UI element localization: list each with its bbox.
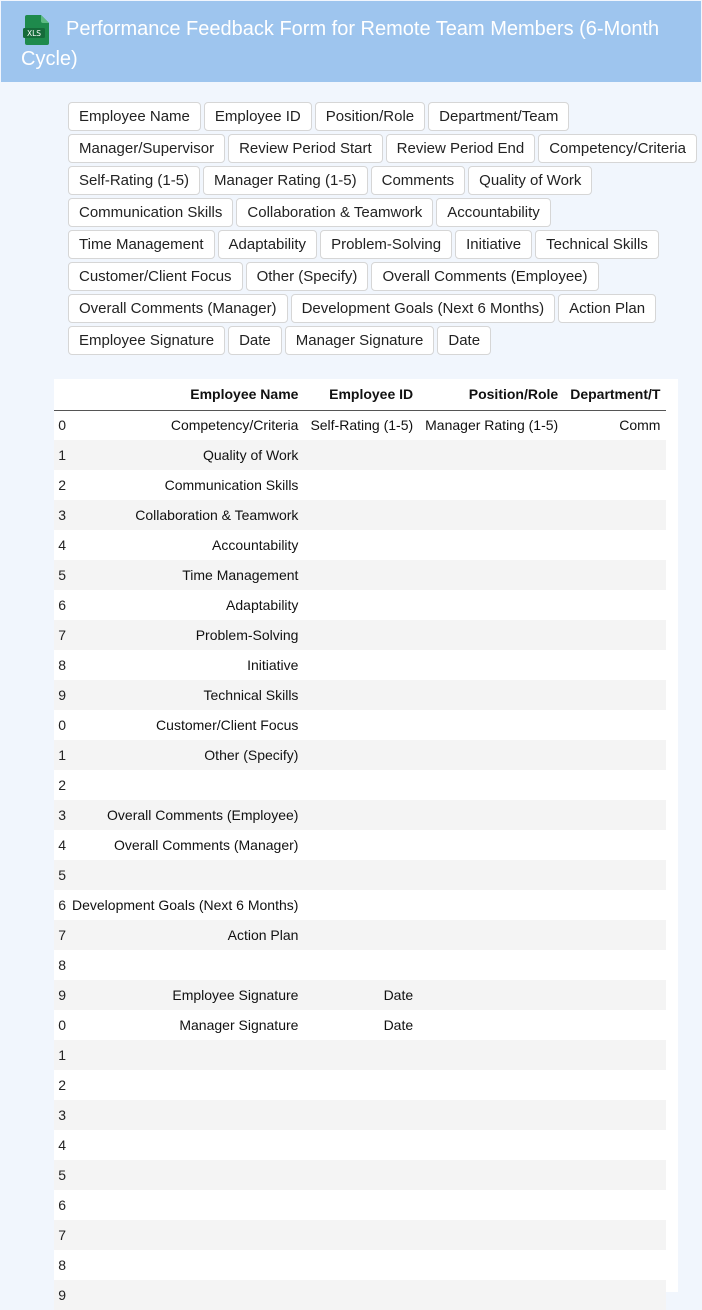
table-row — [54, 1190, 666, 1220]
row-index: 7 — [54, 620, 66, 650]
field-chip[interactable]: Manager Signature — [285, 326, 435, 355]
table-cell[interactable] — [564, 620, 666, 650]
table-cell[interactable] — [304, 440, 419, 470]
table-row — [54, 920, 666, 950]
table-cell[interactable] — [304, 890, 419, 920]
row-index: 5 — [54, 560, 66, 590]
table-cell[interactable] — [564, 1070, 666, 1100]
column-header[interactable]: Employee ID — [304, 379, 419, 410]
table-cell[interactable] — [419, 740, 564, 770]
spreadsheet-view[interactable] — [58, 379, 678, 1303]
row-index: 9 — [54, 680, 66, 710]
field-chip[interactable]: Development Goals (Next 6 Months) — [291, 294, 556, 323]
table-row — [54, 440, 666, 470]
table-cell[interactable] — [66, 1100, 304, 1130]
table-cell[interactable] — [304, 1100, 419, 1130]
table-cell[interactable] — [419, 1040, 564, 1070]
table-cell[interactable] — [419, 1160, 564, 1190]
table-cell[interactable] — [419, 1070, 564, 1100]
table-cell[interactable] — [66, 1280, 304, 1310]
table-cell[interactable] — [304, 1040, 419, 1070]
table-cell[interactable] — [304, 650, 419, 680]
row-index: 1 — [54, 1040, 66, 1070]
table-row — [54, 1250, 666, 1280]
row-index: 2 — [54, 770, 66, 800]
table-cell[interactable] — [304, 470, 419, 500]
table-cell[interactable] — [419, 530, 564, 560]
field-chip[interactable]: Customer/Client Focus — [68, 262, 243, 291]
row-index: 3 — [54, 500, 66, 530]
table-cell[interactable] — [419, 890, 564, 920]
column-header[interactable]: Employee Name — [66, 379, 304, 410]
table-cell[interactable] — [304, 950, 419, 980]
table-cell[interactable]: Customer/Client Focus — [66, 710, 304, 740]
table-row — [54, 800, 666, 830]
data-table — [54, 379, 666, 1310]
table-row — [54, 470, 666, 500]
table-cell[interactable] — [419, 980, 564, 1010]
field-chip[interactable]: Date — [228, 326, 282, 355]
field-chip[interactable]: Overall Comments (Employee) — [371, 262, 598, 291]
table-cell[interactable] — [564, 920, 666, 950]
table-cell[interactable] — [419, 680, 564, 710]
table-cell[interactable]: Development Goals (Next 6 Months) — [66, 890, 304, 920]
table-cell[interactable] — [304, 1220, 419, 1250]
table-cell[interactable]: Problem-Solving — [66, 620, 304, 650]
table-cell[interactable] — [564, 680, 666, 710]
table-row — [54, 740, 666, 770]
row-index: 3 — [54, 800, 66, 830]
table-cell[interactable] — [419, 920, 564, 950]
table-cell[interactable] — [304, 590, 419, 620]
field-chip[interactable]: Overall Comments (Manager) — [68, 294, 288, 323]
table-cell[interactable]: Overall Comments (Manager) — [66, 830, 304, 860]
field-chip[interactable]: Time Management — [68, 230, 215, 259]
row-index: 9 — [54, 1280, 66, 1310]
table-cell[interactable] — [419, 620, 564, 650]
table-cell[interactable] — [66, 860, 304, 890]
table-cell[interactable]: Overall Comments (Employee) — [66, 800, 304, 830]
table-row — [54, 530, 666, 560]
table-row — [54, 950, 666, 980]
table-cell[interactable] — [419, 1130, 564, 1160]
table-cell[interactable] — [304, 860, 419, 890]
table-cell[interactable]: Action Plan — [66, 920, 304, 950]
table-cell[interactable] — [419, 560, 564, 590]
table-cell[interactable]: Date — [304, 980, 419, 1010]
row-index: 9 — [54, 980, 66, 1010]
field-chip[interactable]: Comments — [371, 166, 466, 195]
table-cell[interactable]: Manager Rating (1-5) — [419, 410, 564, 440]
table-cell[interactable]: Adaptability — [66, 590, 304, 620]
table-cell[interactable] — [419, 1220, 564, 1250]
table-cell[interactable] — [66, 1070, 304, 1100]
row-index: 7 — [54, 1220, 66, 1250]
field-chip[interactable]: Manager/Supervisor — [68, 134, 225, 163]
column-header-index — [54, 379, 66, 410]
table-cell[interactable] — [564, 830, 666, 860]
table-cell[interactable] — [304, 500, 419, 530]
table-cell[interactable] — [564, 800, 666, 830]
field-chip[interactable]: Competency/Criteria — [538, 134, 697, 163]
table-row — [54, 1010, 666, 1040]
table-cell[interactable] — [419, 1100, 564, 1130]
field-chip[interactable]: Accountability — [436, 198, 551, 227]
table-cell[interactable] — [419, 710, 564, 740]
field-chip[interactable]: Review Period Start — [228, 134, 383, 163]
table-cell[interactable]: Other (Specify) — [66, 740, 304, 770]
row-index: 5 — [54, 1160, 66, 1190]
table-cell[interactable]: Communication Skills — [66, 470, 304, 500]
field-chip[interactable]: Other (Specify) — [246, 262, 369, 291]
row-index: 6 — [54, 890, 66, 920]
table-cell[interactable] — [66, 1190, 304, 1220]
table-row — [54, 500, 666, 530]
table-row — [54, 830, 666, 860]
table-cell[interactable] — [304, 560, 419, 590]
field-chip[interactable]: Self-Rating (1-5) — [68, 166, 200, 195]
table-cell[interactable] — [564, 1100, 666, 1130]
table-cell[interactable] — [419, 770, 564, 800]
row-index: 4 — [54, 830, 66, 860]
table-row — [54, 410, 666, 440]
table-cell[interactable] — [419, 950, 564, 980]
table-cell[interactable]: Self-Rating (1-5) — [304, 410, 419, 440]
table-row — [54, 560, 666, 590]
field-chip[interactable]: Employee Name — [68, 102, 201, 131]
field-chip[interactable]: Communication Skills — [68, 198, 233, 227]
table-cell[interactable] — [564, 770, 666, 800]
row-index: 1 — [54, 740, 66, 770]
table-row — [54, 1070, 666, 1100]
table-cell[interactable] — [304, 770, 419, 800]
table-cell[interactable] — [419, 1250, 564, 1280]
table-cell[interactable]: Competency/Criteria — [66, 410, 304, 440]
row-index: 1 — [54, 440, 66, 470]
table-cell[interactable] — [419, 500, 564, 530]
column-header[interactable]: Department/T — [564, 379, 666, 410]
table-cell[interactable] — [564, 950, 666, 980]
table-cell[interactable] — [564, 560, 666, 590]
field-chip[interactable]: Employee Signature — [68, 326, 225, 355]
table-cell[interactable] — [564, 590, 666, 620]
svg-text:XLS: XLS — [26, 29, 42, 38]
table-cell[interactable] — [66, 1250, 304, 1280]
table-cell[interactable] — [304, 830, 419, 860]
table-cell[interactable]: Comm — [564, 410, 666, 440]
table-cell[interactable] — [564, 890, 666, 920]
field-chip[interactable]: Collaboration & Teamwork — [236, 198, 433, 227]
table-cell[interactable] — [564, 1220, 666, 1250]
table-row — [54, 710, 666, 740]
row-index: 0 — [54, 710, 66, 740]
row-index: 8 — [54, 650, 66, 680]
row-index: 5 — [54, 860, 66, 890]
table-row — [54, 770, 666, 800]
table-cell[interactable]: Initiative — [66, 650, 304, 680]
row-index: 3 — [54, 1100, 66, 1130]
table-cell[interactable] — [304, 680, 419, 710]
row-index: 4 — [54, 1130, 66, 1160]
table-cell[interactable] — [564, 1160, 666, 1190]
table-row — [54, 1220, 666, 1250]
table-row — [54, 590, 666, 620]
table-cell[interactable]: Quality of Work — [66, 440, 304, 470]
table-cell[interactable] — [66, 1220, 304, 1250]
table-cell[interactable] — [564, 740, 666, 770]
field-chip[interactable]: Review Period End — [386, 134, 536, 163]
page-title: Performance Feedback Form for Remote Team Members (6-Month Cycle) — [21, 18, 660, 70]
row-index: 6 — [54, 1190, 66, 1220]
table-row — [54, 620, 666, 650]
table-cell[interactable] — [304, 1160, 419, 1190]
table-row — [54, 1280, 666, 1310]
table-cell[interactable] — [66, 770, 304, 800]
field-chip[interactable]: Action Plan — [558, 294, 656, 323]
table-cell[interactable]: Time Management — [66, 560, 304, 590]
table-cell[interactable] — [564, 1250, 666, 1280]
field-chip[interactable]: Quality of Work — [468, 166, 592, 195]
table-cell[interactable] — [564, 1130, 666, 1160]
table-cell[interactable] — [304, 1130, 419, 1160]
row-index: 8 — [54, 950, 66, 980]
table-cell[interactable] — [304, 530, 419, 560]
table-cell[interactable]: Accountability — [66, 530, 304, 560]
table-cell[interactable] — [564, 1190, 666, 1220]
table-cell[interactable] — [419, 860, 564, 890]
table-cell[interactable] — [564, 1040, 666, 1070]
table-cell[interactable] — [304, 710, 419, 740]
table-cell[interactable] — [419, 1280, 564, 1310]
field-chip[interactable]: Initiative — [455, 230, 532, 259]
table-cell[interactable] — [304, 920, 419, 950]
field-chip[interactable]: Date — [437, 326, 491, 355]
table-cell[interactable] — [66, 1130, 304, 1160]
table-cell[interactable]: Technical Skills — [66, 680, 304, 710]
row-index: 7 — [54, 920, 66, 950]
row-index: 6 — [54, 590, 66, 620]
table-cell[interactable]: Employee Signature — [66, 980, 304, 1010]
row-index: 0 — [54, 1010, 66, 1040]
row-index: 2 — [54, 1070, 66, 1100]
table-cell[interactable] — [564, 860, 666, 890]
table-row — [54, 890, 666, 920]
table-cell[interactable] — [419, 650, 564, 680]
table-cell[interactable]: Manager Signature — [66, 1010, 304, 1040]
table-cell[interactable] — [419, 470, 564, 500]
table-cell[interactable] — [66, 1040, 304, 1070]
table-cell[interactable] — [419, 440, 564, 470]
table-cell[interactable] — [304, 1190, 419, 1220]
field-chip[interactable]: Adaptability — [218, 230, 318, 259]
table-cell[interactable] — [304, 1250, 419, 1280]
app-header — [1, 1, 701, 82]
table-row — [54, 860, 666, 890]
table-cell[interactable] — [564, 1280, 666, 1310]
table-cell[interactable] — [564, 1010, 666, 1040]
table-row — [54, 1100, 666, 1130]
table-cell[interactable] — [564, 440, 666, 470]
table-cell[interactable]: Date — [304, 1010, 419, 1040]
table-cell[interactable] — [564, 470, 666, 500]
table-row — [54, 680, 666, 710]
table-cell[interactable] — [304, 740, 419, 770]
column-header[interactable]: Position/Role — [419, 379, 564, 410]
table-cell[interactable] — [304, 1280, 419, 1310]
table-cell[interactable] — [304, 800, 419, 830]
table-cell[interactable]: Collaboration & Teamwork — [66, 500, 304, 530]
row-index: 0 — [54, 410, 66, 440]
field-chip-list — [68, 102, 698, 355]
row-index: 4 — [54, 530, 66, 560]
table-cell[interactable] — [564, 980, 666, 1010]
table-cell[interactable] — [419, 800, 564, 830]
field-chip[interactable]: Manager Rating (1-5) — [203, 166, 368, 195]
table-cell[interactable] — [304, 1070, 419, 1100]
row-index: 8 — [54, 1250, 66, 1280]
table-row — [54, 650, 666, 680]
table-cell[interactable] — [564, 500, 666, 530]
table-cell[interactable] — [419, 830, 564, 860]
table-cell[interactable] — [304, 620, 419, 650]
table-row — [54, 980, 666, 1010]
table-cell[interactable] — [419, 1190, 564, 1220]
table-cell[interactable] — [564, 650, 666, 680]
table-cell[interactable] — [66, 950, 304, 980]
table-header-row — [54, 379, 666, 410]
field-chip[interactable]: Technical Skills — [535, 230, 659, 259]
field-chip[interactable]: Position/Role — [315, 102, 425, 131]
table-cell[interactable] — [66, 1160, 304, 1190]
table-cell[interactable] — [564, 710, 666, 740]
table-row — [54, 1040, 666, 1070]
field-chip[interactable]: Department/Team — [428, 102, 569, 131]
table-cell[interactable] — [564, 530, 666, 560]
field-chip[interactable]: Employee ID — [204, 102, 312, 131]
table-row — [54, 1160, 666, 1190]
field-chip[interactable]: Problem-Solving — [320, 230, 452, 259]
table-cell[interactable] — [419, 1010, 564, 1040]
table-row — [54, 1130, 666, 1160]
row-index: 2 — [54, 470, 66, 500]
table-cell[interactable] — [419, 590, 564, 620]
